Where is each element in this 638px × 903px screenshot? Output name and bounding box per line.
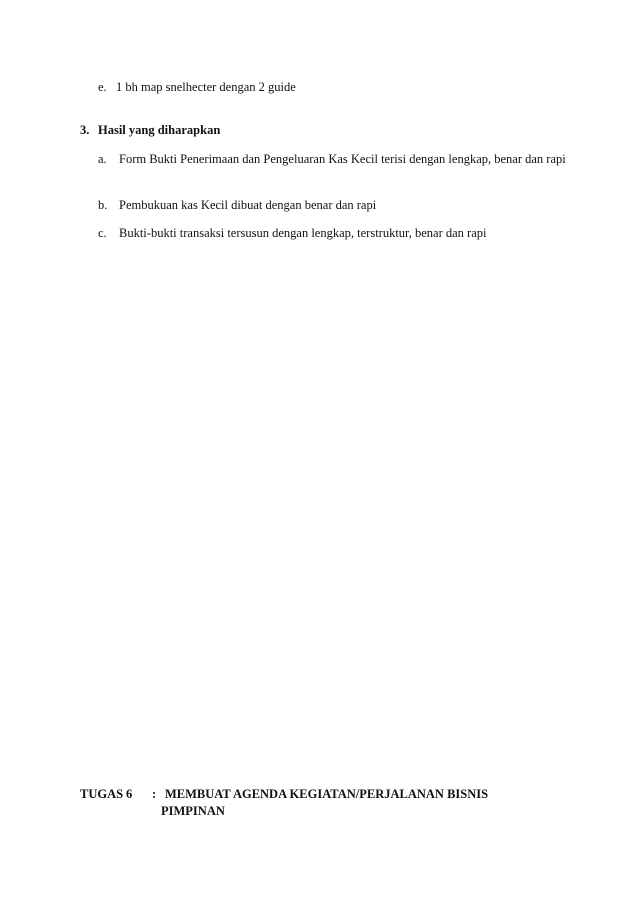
tugas-title-line2: PIMPINAN — [161, 804, 225, 818]
list-item-e-text: 1 bh map snelhecter dengan 2 guide — [116, 80, 296, 94]
tugas-separator: : — [152, 787, 157, 801]
list-marker-c: c. — [98, 226, 107, 240]
list-item-a-text: Form Bukti Penerimaan dan Pengeluaran Kas Kecil terisi dengan lengkap, benar dan rapi — [119, 152, 566, 166]
list-marker-a: a. — [98, 152, 107, 166]
tugas-title-line1: MEMBUAT AGENDA KEGIATAN/PERJALANAN BISNIS — [165, 787, 489, 801]
section-heading: Hasil yang diharapkan — [98, 123, 221, 137]
list-marker-b: b. — [98, 198, 108, 212]
tugas-number: 6 — [126, 787, 133, 801]
section-number: 3. — [80, 123, 90, 137]
list-item-c-text: Bukti-bukti transaksi tersusun dengan lengkap, terstruktur, benar dan rapi — [119, 226, 487, 240]
list-marker-e: e. — [98, 80, 107, 94]
tugas-label: TUGAS — [80, 787, 124, 801]
list-item-b-text: Pembukuan kas Kecil dibuat dengan benar dan rapi — [119, 198, 377, 212]
